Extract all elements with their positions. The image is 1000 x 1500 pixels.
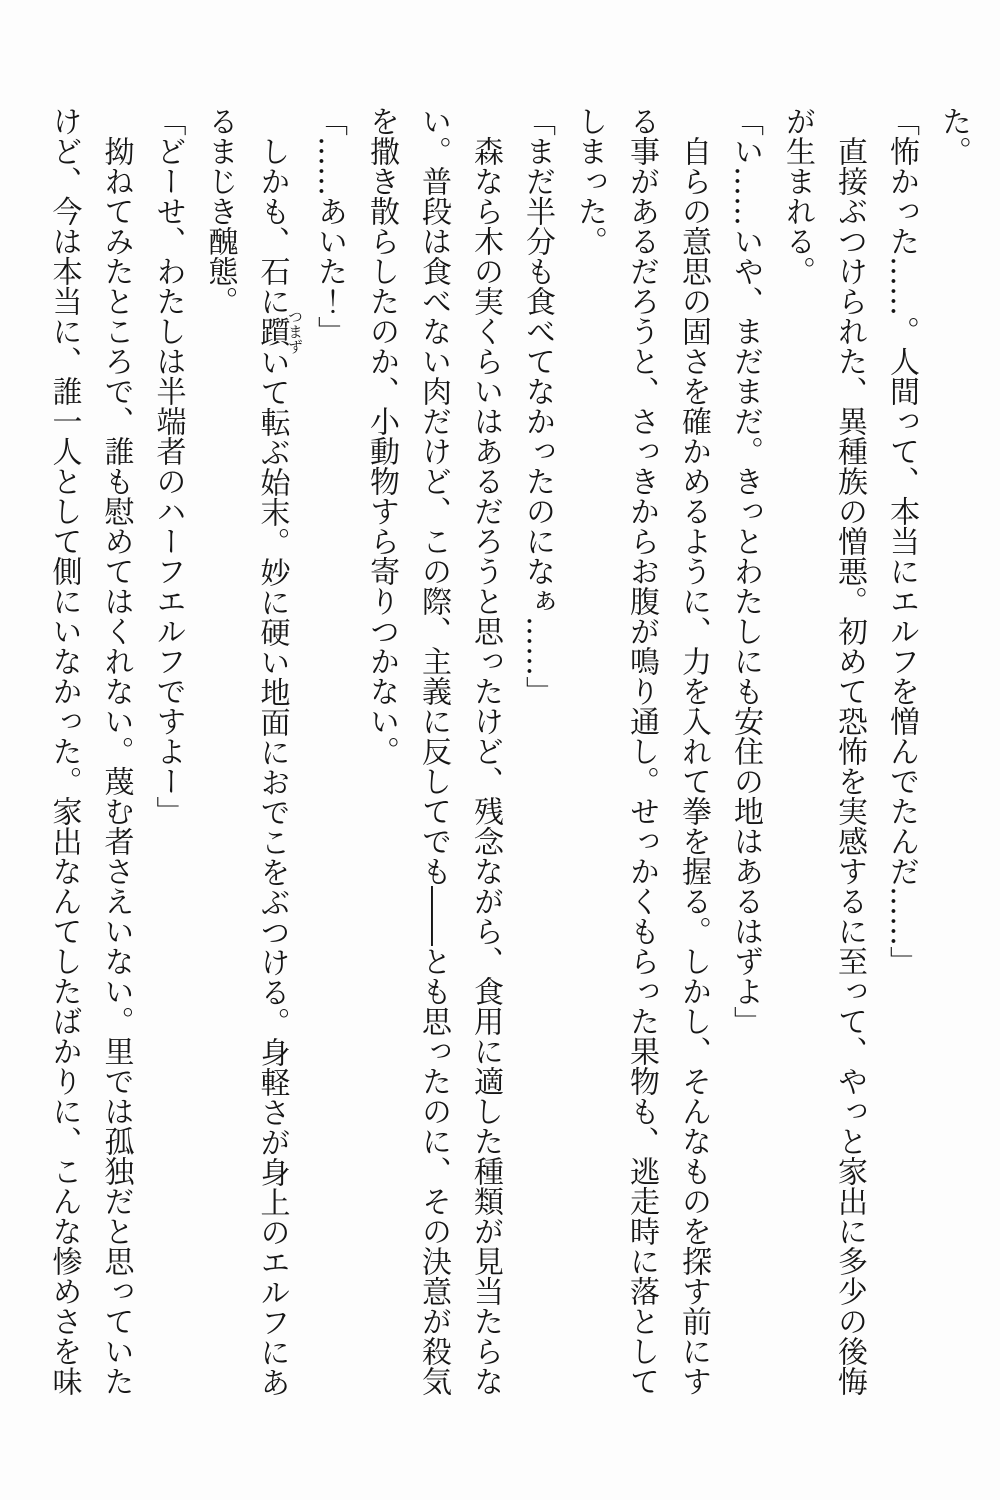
- narration-paragraph: た。: [936, 106, 971, 166]
- furigana: つまず: [286, 309, 304, 354]
- narration-paragraph: 直接ぶつけられた、異種族の憎悪。初めて恐怖を実感するに至って、やっと家出に多少の後悔が生まれる。: [780, 106, 867, 1396]
- narration-paragraph: しかも、石に躓つまずいて転ぶ始末。妙に硬い地面におでこをぶつける。身軽さが身上のエルフにあるまじき醜態。: [202, 106, 304, 1397]
- vertical-text-block: [38, 106, 980, 1401]
- narration-paragraph: 自らの意思の固さを確かめるように、力を入れて拳を握る。しかし、そんなものを探す前にする事があるだろうと、さっきからお腹が鳴り通し。せっかくもらった果物も、逃走時に落としてしまった。: [572, 106, 711, 1396]
- narration-paragraph: 森なら木の実くらいはあるだろうと思ったけど、残念ながら、食用に適した種類が見当たらない。普段は食べない肉だけど、この際、主義に反してでも――とも思ったのに、その決意が殺気を撒き散らしたのか、小動物すら寄りつかない。: [364, 106, 503, 1396]
- ruby-annotated-kanji: 躓つまず: [254, 309, 304, 354]
- dialogue-line: 「怖かった……。人間って、本当にエルフを憎んでたんだ……」: [884, 106, 919, 976]
- dialogue-line: 「……あいた！」: [312, 106, 347, 346]
- narration-paragraph: 拗ねてみたところで、誰も慰めてはくれない。蔑む者さえいない。里では孤独だと思っていたけど、今は本当に、誰一人として側にいなかった。家出なんてしたばかりに、こんな惨めさを味: [46, 106, 134, 1396]
- dialogue-line: 「どーせ、わたしは半端者のハーフエルフですよー」: [150, 106, 186, 826]
- dialogue-line: 「い……いや、まだまだ。きっとわたしにも安住の地はあるはずよ」: [728, 106, 763, 1036]
- dialogue-line: 「まだ半分も食べてなかったのになぁ……」: [520, 106, 555, 706]
